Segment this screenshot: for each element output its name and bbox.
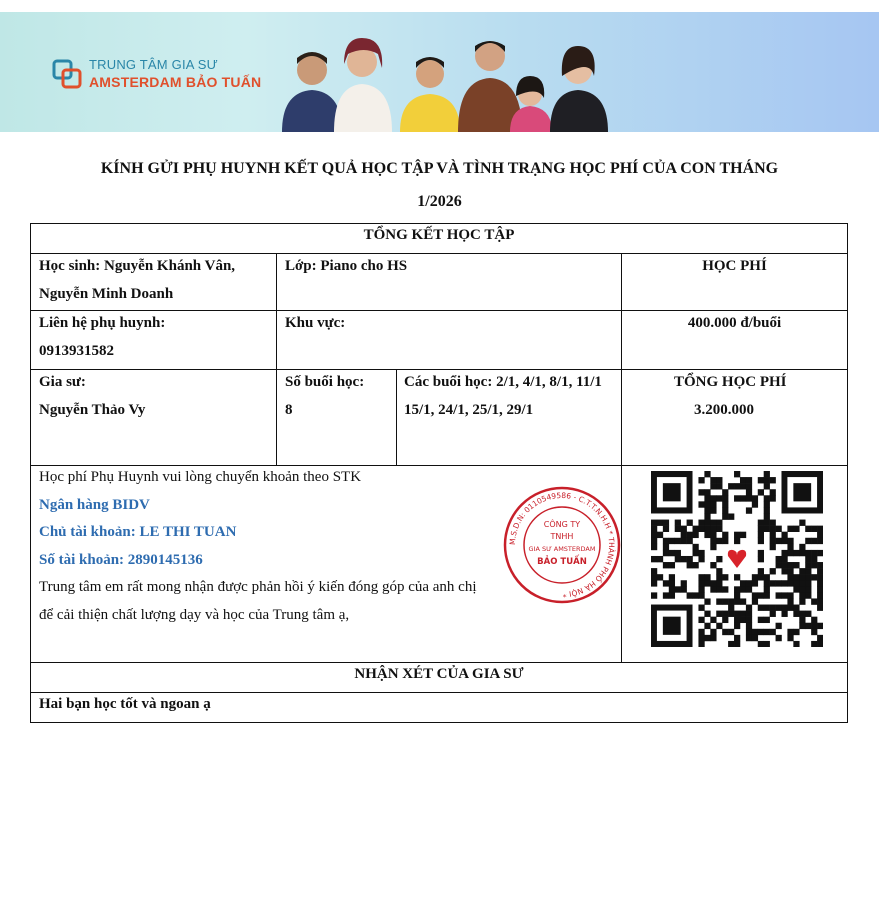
parent-contact-cell xyxy=(30,310,277,370)
payment-qr-code xyxy=(651,471,823,647)
sessions-dates-cell xyxy=(396,369,622,466)
tutor-cell xyxy=(30,369,277,466)
class-label: Lớp: Piano cho HS xyxy=(285,258,408,274)
brand-name-line1: TRUNG TÂM GIA SƯ xyxy=(89,57,218,72)
review-header: NHẬN XÉT CỦA GIA SƯ xyxy=(354,666,524,682)
parent-contact-label: Liên hệ phụ huynh: xyxy=(39,315,166,331)
total-fee-value: 3.200.000 xyxy=(694,402,754,418)
sessions-dates-line1: Các buổi học: 2/1, 4/1, 8/1, 11/1 xyxy=(404,374,602,390)
account-number: Số tài khoản: 2890145136 xyxy=(39,552,203,568)
total-fee-cell xyxy=(621,369,848,466)
review-text-cell xyxy=(30,692,848,723)
total-fee-label: TỔNG HỌC PHÍ xyxy=(674,374,787,390)
stamp-ring-text: M.S.D.N: 0110549586 - C.T.T.N.H.H * THÀNH PHỐ HÀ NỘI * xyxy=(507,490,617,600)
stamp-inner-line4: BẢO TUẤN xyxy=(537,557,587,567)
banner-people-photo xyxy=(272,12,612,132)
tutor-name: Nguyễn Thảo Vy xyxy=(39,402,146,418)
student-name-line2: Nguyễn Minh Doanh xyxy=(39,286,174,302)
review-text: Hai bạn học tốt và ngoan ạ xyxy=(39,696,211,712)
fee-header-cell xyxy=(621,253,848,311)
bank-name: Ngân hàng BIDV xyxy=(39,497,150,513)
fee-per-session-cell xyxy=(621,310,848,370)
student-cell xyxy=(30,253,277,311)
report-title-line1: KÍNH GỬI PHỤ HUYNH KẾT QUẢ HỌC TẬP VÀ TÌNH TRẠNG HỌC PHÍ CỦA CON THÁNG xyxy=(100,160,779,177)
stamp-inner-line3: GIA SƯ AMSTERDAM xyxy=(528,545,596,553)
brand-name-line2: AMSTERDAM BẢO TUẤN xyxy=(89,74,262,90)
class-cell xyxy=(276,253,622,311)
sessions-dates-line2: 15/1, 24/1, 25/1, 29/1 xyxy=(404,402,534,418)
feedback-line1: Trung tâm em rất mong nhận được phản hồi ý kiến đóng góp của anh chị xyxy=(39,579,477,595)
feedback-line2: để cải thiện chất lượng dạy và học của Trung tâm ạ, xyxy=(39,607,350,623)
tutor-label: Gia sư: xyxy=(39,374,86,390)
header-banner xyxy=(0,12,879,132)
parent-phone: 0913931582 xyxy=(39,343,114,359)
account-holder: Chủ tài khoản: LE THI TUAN xyxy=(39,524,237,540)
fee-header-label: HỌC PHÍ xyxy=(702,258,767,274)
summary-header xyxy=(30,223,848,254)
report-title-month: 1/2026 xyxy=(417,193,462,210)
sessions-count: 8 xyxy=(285,402,293,418)
summary-header-label: TỔNG KẾT HỌC TẬP xyxy=(363,227,515,243)
review-header-cell xyxy=(30,662,848,693)
payment-instruction: Học phí Phụ Huynh vui lòng chuyển khoản theo STK xyxy=(39,469,362,485)
company-stamp xyxy=(502,485,622,605)
stamp-inner-line2: TNHH xyxy=(550,532,574,541)
area-cell xyxy=(276,310,622,370)
area-label: Khu vực: xyxy=(285,315,346,331)
student-label: Học sinh: Nguyễn Khánh Vân, xyxy=(39,258,236,274)
sessions-count-cell xyxy=(276,369,397,466)
fee-per-session-value: 400.000 đ/buổi xyxy=(687,315,782,331)
sessions-label: Số buổi học: xyxy=(285,374,365,390)
stamp-inner-line1: CÔNG TY xyxy=(543,520,581,529)
logo-icon xyxy=(52,59,82,89)
